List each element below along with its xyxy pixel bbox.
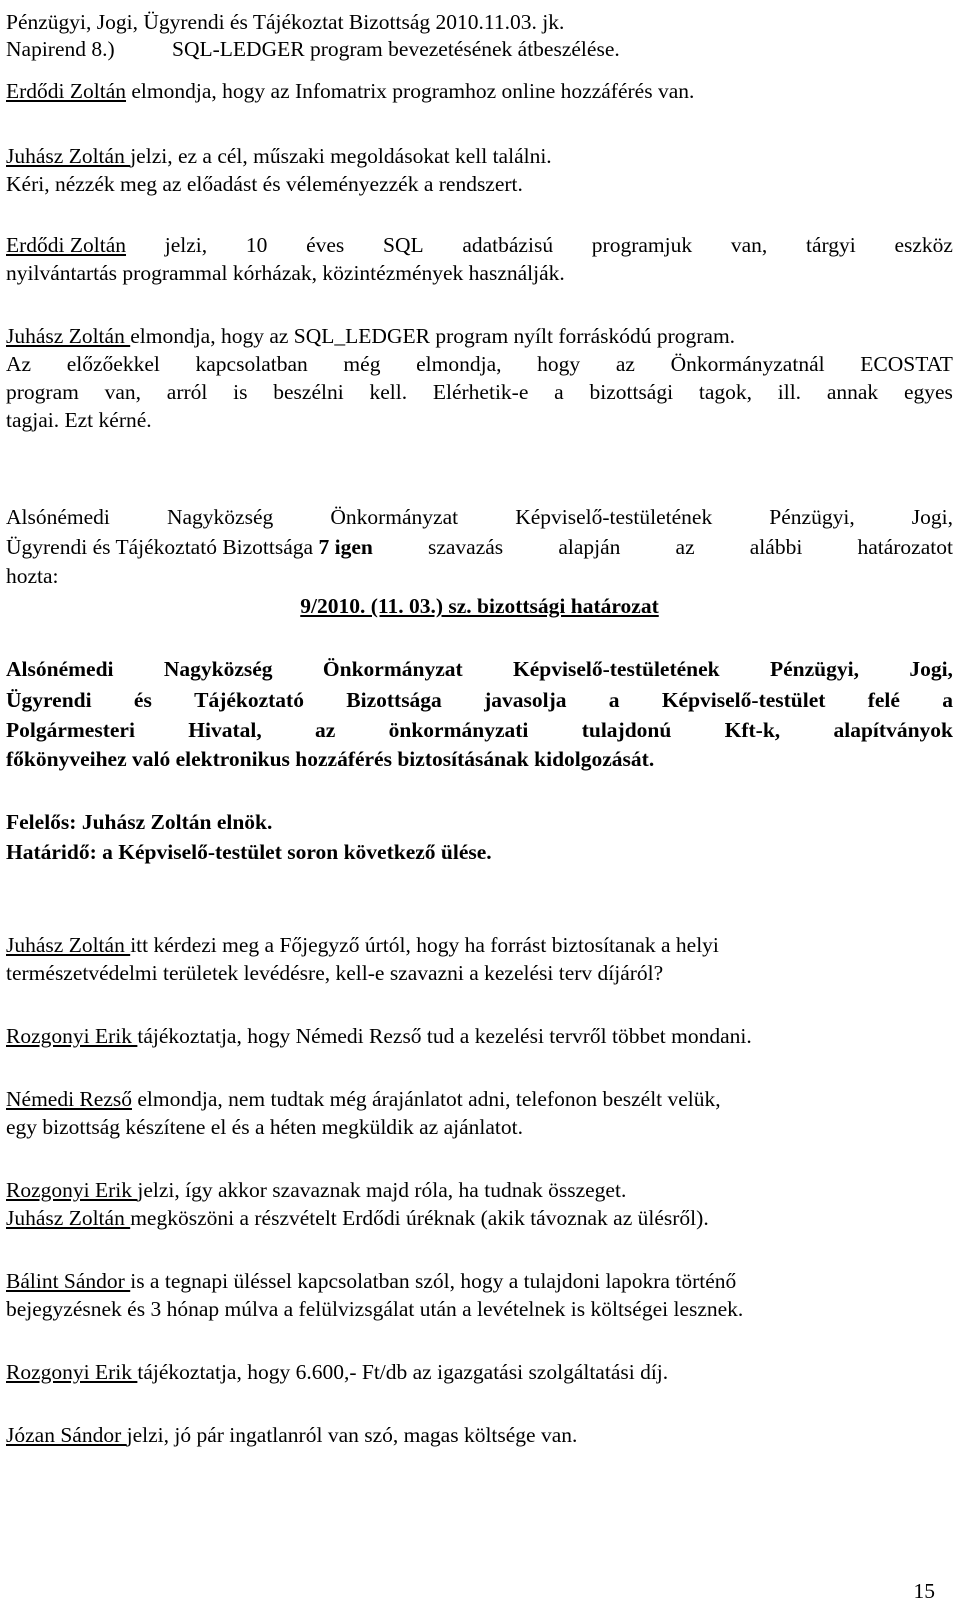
resolution-title-wrap: [6, 592, 953, 620]
vote-count: 7 igen: [318, 535, 373, 559]
resolution-body-line-4: főkönyveihez való elektronikus hozzáférés biztosításának kidolgozását.: [6, 747, 655, 771]
paragraph-11: Józan Sándor jelzi, jó pár ingatlanról van szó, magas költsége van.: [6, 1423, 578, 1447]
paragraph-3: Erdődi Zoltán jelzi, 10 éves SQL adatbázisú programjuk van, tárgyi eszköz: [6, 233, 953, 257]
paragraph-3-line-2: nyilvántartás programmal kórházak, közintézmények használják.: [6, 261, 565, 285]
agenda-header: [6, 35, 620, 63]
paragraph-4-line-3: program van, arról is beszélni kell. Elérhetik-e a bizottsági tagok, ill. annak egyes: [6, 380, 953, 404]
deadline: Határidő: a Képviselő-testület soron következő ülése.: [6, 840, 492, 864]
speaker-name: Juhász Zoltán: [6, 1206, 131, 1230]
resolution-intro: Alsónémedi Nagyközség Önkormányzat Képviselő-testületének Pénzügyi, Jogi,: [6, 505, 953, 529]
speaker-name: Józan Sándor: [6, 1423, 127, 1447]
paragraph-1: Erdődi Zoltán elmondja, hogy az Infomatrix programhoz online hozzáférés van.: [6, 79, 695, 103]
paragraph-5-line-2: természetvédelmi területek levédésre, kell-e szavazni a kezelési terv díjáról?: [6, 961, 664, 985]
paragraph-9: Bálint Sándor is a tegnapi üléssel kapcsolatban szól, hogy a tulajdoni lapokra történő: [6, 1269, 737, 1293]
paragraph-2-line-2: Kéri, nézzék meg az előadást és véleményezzék a rendszert.: [6, 172, 523, 196]
speaker-name: Erdődi Zoltán: [6, 79, 127, 103]
speaker-name: Juhász Zoltán: [6, 933, 131, 957]
paragraph-5: Juhász Zoltán itt kérdezi meg a Főjegyző úrtól, hogy ha forrást biztosítanak a helyi: [6, 933, 719, 957]
speaker-name: Rozgonyi Erik: [6, 1360, 138, 1384]
speaker-name: Bálint Sándor: [6, 1269, 131, 1293]
agenda-label: Napirend 8.): [6, 37, 115, 61]
resolution-body: Alsónémedi Nagyközség Önkormányzat Képviselő-testületének Pénzügyi, Jogi,: [6, 657, 953, 681]
paragraph-7: Némedi Rezső elmondja, nem tudtak még árajánlatot adni, telefonon beszélt velük,: [6, 1087, 721, 1111]
speaker-name: Erdődi Zoltán: [6, 233, 127, 257]
paragraph-8: Rozgonyi Erik jelzi, így akkor szavaznak majd róla, ha tudnak összeget.: [6, 1178, 627, 1202]
paragraph-8-line-2: Juhász Zoltán megköszöni a részvételt Erdődi úréknak (akik távoznak az ülésről).: [6, 1206, 709, 1230]
paragraph-7-line-2: egy bizottság készítene el és a héten megküldik az ajánlatot.: [6, 1115, 523, 1139]
speaker-name: Némedi Rezső: [6, 1087, 132, 1111]
resolution-title: 9/2010. (11. 03.) sz. bizottsági határozat: [300, 594, 659, 618]
paragraph-4-line-2: Az előzőekkel kapcsolatban még elmondja, hogy az Önkormányzatnál ECOSTAT: [6, 352, 953, 376]
speaker-name: Rozgonyi Erik: [6, 1024, 138, 1048]
document-header: Pénzügyi, Jogi, Ügyrendi és Tájékoztat Bizottság 2010.11.03. jk.: [6, 10, 565, 34]
responsible-person: Felelős: Juhász Zoltán elnök.: [6, 810, 273, 834]
speaker-name: Juhász Zoltán: [6, 144, 131, 168]
paragraph-4-line-4: tagjai. Ezt kérné.: [6, 408, 152, 432]
speaker-name: Juhász Zoltán: [6, 324, 131, 348]
resolution-intro-line-3: hozta:: [6, 564, 59, 588]
speaker-name: Rozgonyi Erik: [6, 1178, 138, 1202]
resolution-body-line-3: Polgármesteri Hivatal, az önkormányzati tulajdonú Kft-k, alapítványok: [6, 718, 953, 742]
resolution-intro-line-2: Ügyrendi és Tájékoztató Bizottsága 7 igen szavazás alapján az alábbi határozatot: [6, 535, 953, 559]
agenda-title: SQL-LEDGER program bevezetésének átbeszélése.: [172, 37, 620, 61]
paragraph-4: Juhász Zoltán elmondja, hogy az SQL_LEDGER program nyílt forráskódú program.: [6, 324, 736, 348]
resolution-body-line-2: Ügyrendi és Tájékoztató Bizottsága javasolja a Képviselő-testület felé a: [6, 688, 953, 712]
paragraph-9-line-2: bejegyzésnek és 3 hónap múlva a felülvizsgálat után a levételnek is költségei lesznek.: [6, 1297, 744, 1321]
paragraph-10: Rozgonyi Erik tájékoztatja, hogy 6.600,- Ft/db az igazgatási szolgáltatási díj.: [6, 1360, 669, 1384]
page-number: 15: [913, 1579, 935, 1603]
document-page: [6, 0, 953, 1617]
paragraph-6: Rozgonyi Erik tájékoztatja, hogy Némedi Rezső tud a kezelési tervről többet mondani.: [6, 1024, 752, 1048]
paragraph-2: Juhász Zoltán jelzi, ez a cél, műszaki megoldásokat kell találni.: [6, 144, 552, 168]
